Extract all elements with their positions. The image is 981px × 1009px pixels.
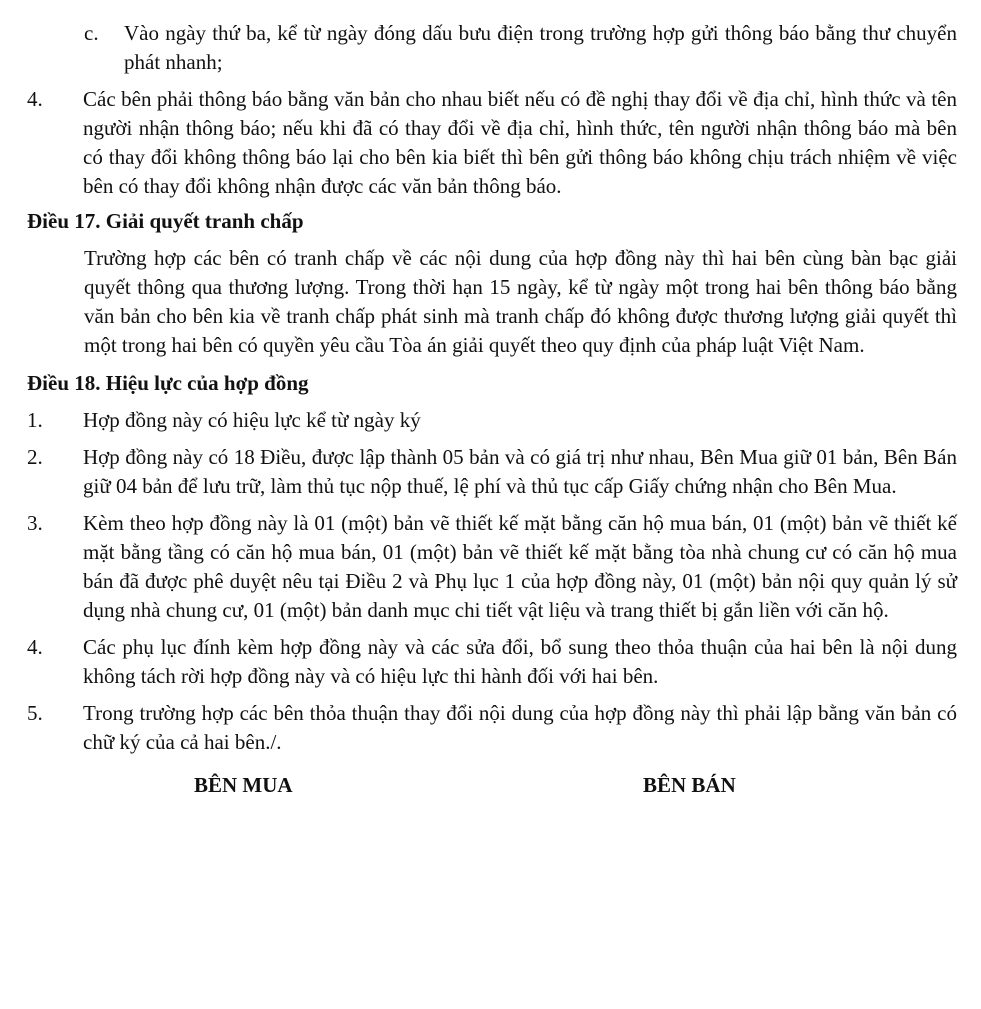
item-text: Kèm theo hợp đồng này là 01 (một) bản vẽ thiết kế mặt bằng căn hộ mua bán, 01 (một) bản vẽ thiết kế mặt bằng tầng có căn hộ mua bán, 01 (một) bản vẽ thiết kế mặt bằng tòa nhà chung cư có căn hộ mua bán đã được phê duyệt nêu tại Điều 2 và Phụ lục 1 của hợp đồng này, 01 (một) bản nội quy quản lý sử dụng nhà chung cư, 01 (một) bản danh mục chi tiết vật liệu và trang thiết bị gắn liền với căn hộ. (83, 511, 957, 622)
item-marker: c. (84, 21, 99, 45)
clause-18-item-3 (27, 509, 957, 625)
clause-17-heading: Điều 17. Giải quyết tranh chấp (27, 209, 304, 233)
clause-17-paragraph: Trường hợp các bên có tranh chấp về các nội dung của hợp đồng này thì hai bên cùng bàn bạc giải quyết thông qua thương lượng. Trong thời hạn 15 ngày, kể từ ngày một trong hai bên thông báo bằng văn bản cho bên kia về tranh chấp phát sinh mà tranh chấp đó không được thương lượng giải quyết thì một trong hai bên có quyền yêu cầu Tòa án giải quyết theo quy định của pháp luật Việt Nam. (84, 246, 957, 357)
clause-18-item-1 (27, 406, 957, 435)
item-text: Các phụ lục đính kèm hợp đồng này và các sửa đổi, bổ sung theo thỏa thuận của hai bên là nội dung không tách rời hợp đồng này và có hiệu lực thi hành đối với hai bên. (83, 635, 957, 688)
clause-16-item-4 (27, 85, 957, 201)
clause-18-item-4 (27, 633, 957, 691)
signature-block (27, 771, 957, 811)
item-text: Trong trường hợp các bên thỏa thuận thay đổi nội dung của hợp đồng này thì phải lập bằng văn bản có chữ ký của cả hai bên./. (83, 701, 957, 754)
item-marker: 4. (27, 87, 43, 111)
item-text: Hợp đồng này có hiệu lực kể từ ngày ký (83, 408, 421, 432)
clause-18-item-2 (27, 443, 957, 501)
item-text: Hợp đồng này có 18 Điều, được lập thành 05 bản và có giá trị như nhau, Bên Mua giữ 01 bản, Bên Bán giữ 04 bản để lưu trữ, làm thủ tục nộp thuế, lệ phí và thủ tục cấp Giấy chứng nhận cho Bên Mua. (83, 445, 957, 498)
buyer-signature-label: BÊN MUA (194, 773, 293, 797)
item-marker: 4. (27, 635, 43, 659)
item-marker: 2. (27, 445, 43, 469)
item-text: Vào ngày thứ ba, kể từ ngày đóng dấu bưu điện trong trường hợp gửi thông báo bằng thư chuyển phát nhanh; (124, 21, 957, 74)
item-text: Các bên phải thông báo bằng văn bản cho nhau biết nếu có đề nghị thay đổi về địa chỉ, hình thức và tên người nhận thông báo; nếu khi đã có thay đổi về địa chỉ, hình thức, tên người nhận thông báo mà bên có thay đổi không thông báo lại cho bên kia biết thì bên gửi thông báo không chịu trách nhiệm về việc bên có thay đổi không nhận được các văn bản thông báo. (83, 87, 957, 198)
item-marker: 3. (27, 511, 43, 535)
item-marker: 5. (27, 701, 43, 725)
item-marker: 1. (27, 408, 43, 432)
clause-18-heading: Điều 18. Hiệu lực của hợp đồng (27, 371, 309, 395)
clause-18-item-5 (27, 699, 957, 757)
seller-signature-label: BÊN BÁN (643, 773, 736, 797)
clause-16-item-c (84, 19, 957, 77)
